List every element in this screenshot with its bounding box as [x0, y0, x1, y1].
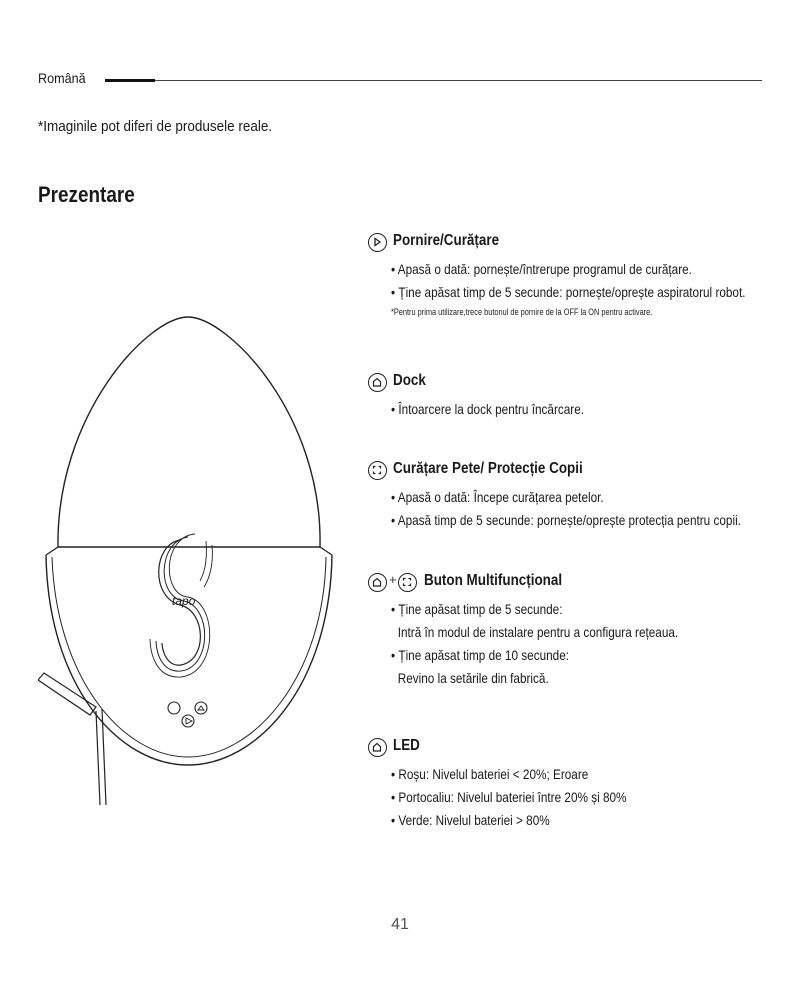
feature-bullet: • Apasă timp de 5 secunde: pornește/oprește protecția pentru copii. — [391, 512, 741, 528]
feature-bullet — [391, 644, 708, 690]
feature-multifunction — [368, 570, 768, 690]
plus-sign: + — [389, 572, 397, 587]
robot-vacuum-illustration — [38, 305, 338, 825]
bullet-sub: Intră în modul de instalare pentru a configura rețeaua. — [397, 624, 679, 640]
feature-power-clean — [368, 230, 768, 320]
page-number: 41 — [391, 916, 409, 933]
bullet-sub: Revino la setările din fabrică. — [397, 670, 549, 686]
feature-bullet: • Apasă o dată: pornește/întrerupe programul de curățare. — [391, 261, 692, 277]
feature-bullet — [391, 598, 708, 644]
spot-clean-icon — [368, 461, 387, 480]
feature-bullet: • Verde: Nivelul bateriei > 80% — [391, 812, 550, 828]
feature-title: Pornire/Curățare — [393, 232, 500, 249]
feature-dock — [368, 370, 768, 421]
home-icon — [368, 573, 387, 592]
section-title: Prezentare — [38, 182, 135, 207]
feature-bullet: • Ține apăsat timp de 5 secunde: pornește/oprește aspiratorul robot. — [391, 284, 746, 300]
feature-bullet: • Roșu: Nivelul bateriei < 20%; Eroare — [391, 766, 589, 782]
spot-clean-icon — [398, 573, 417, 592]
home-icon — [368, 373, 387, 392]
disclaimer-text: *Imaginile pot diferi de produsele reale. — [38, 118, 273, 135]
feature-title: LED — [393, 737, 420, 754]
header-rule-accent — [105, 79, 155, 82]
feature-title: Dock — [393, 372, 426, 389]
feature-bullet: • Apasă o dată: Începe curățarea petelor. — [391, 489, 604, 505]
feature-title: Curățare Pete/ Protecție Copii — [393, 460, 583, 477]
feature-led — [368, 735, 768, 832]
feature-bullet: • Întoarcere la dock pentru încărcare. — [391, 401, 585, 417]
feature-bullet: • Portocaliu: Nivelul bateriei între 20% și 80% — [391, 789, 627, 805]
feature-title: Buton Multifuncțional — [424, 572, 563, 589]
tapo-logo: tapo — [172, 594, 196, 608]
led-icon — [368, 738, 387, 757]
language-header — [38, 68, 762, 92]
header-rule — [105, 80, 762, 81]
play-icon — [368, 233, 387, 252]
feature-note: *Pentru prima utilizare,trece butonul de pornire de la OFF la ON pentru activare. — [391, 307, 653, 317]
bullet-main: • Ține apăsat timp de 5 secunde: — [391, 601, 563, 617]
feature-spot-child-lock — [368, 458, 768, 532]
language-label: Română — [38, 70, 86, 86]
bullet-main: • Ține apăsat timp de 10 secunde: — [391, 647, 570, 663]
